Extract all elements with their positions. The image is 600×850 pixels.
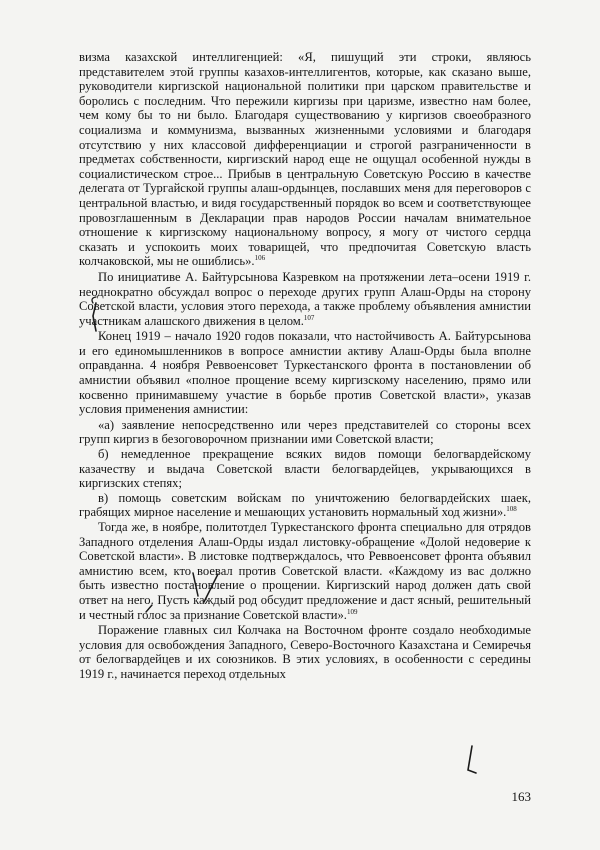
footnote-ref: 108 [506,505,517,514]
body-text [79,50,531,682]
page-number: 163 [511,789,531,804]
amnesty-condition-a: «а) заявление непосредственно или через представителей со стороны всех групп киргиз в безоговорочном признании ими Советской власти; [79,417,531,447]
paragraph-kolchak-defeat: Поражение главных сил Колчака на Восточном фронте создало необходимые условия для освобождения Западного, Северо-Восточного Казахстана и Семиречья от белогвардейцев и их союзников. В этих условиях, в особенности с середины 1919 г., начинается переход отдельных [79,623,531,681]
footnote-ref: 107 [303,313,315,322]
paragraph-initiative: По инициативе А. Байтурсынова Казревком на протяжении лета–осени 1919 г. неоднократно обсуждал вопрос о переходе других групп Алаш-Орды на сторону Советской власти, условия этого перехода, а также проблему объявления амнистии участникам алашского движения в целом.$^{107}$ [79,269,531,328]
footnote-ref: 106 [254,254,266,263]
amnesty-condition-c: в) помощь советским войскам по уничтожению белогвардейских шаек, грабящих мирное население и мешающих установить нормальный ход жизни».$^{108}$ [79,490,531,520]
amnesty-condition-b: б) немедленное прекращение всяких видов помощи белогвардейскому казачеству и выдача Советской власти белогвардейцев, укрывающихся в киргизских степях; [79,447,531,491]
paragraph-continuation: визма казахской интеллигенцией: «Я, пишущий эти строки, являюсь представителем этой группы казахов-интеллигентов, которые, как сказано выше, руководители киргизской национальной политики при царском правительстве и боролись с последним. Что пережили киргизы при царизме, известно нам более, чем кому бы то ни было. Благодаря существованию у киргизов своеобразного социализма и коммунизма, вызванных жизненными условиями и благодаря отсутствию у них классовой дифференциации и строгой разграниченности в предметах собственности, киргизский народ еще не ощущал особенной нужды в социалистическом строе... Прибыв в центральную Советскую Россию в качестве делегата от Тургайской группы алаш-ордынцев, пославших меня для переговоров с центральной властью, и видя государственный порядок во всем и соответствующее провозглашенным в Декларации прав народов России началам внимательное отношение к киргизскому национальному вопросу, я могу от чистого сердца сказать и успокоить моих товарищей, что предпочитая Советскую власть колчаковской, мы не ошиблись».$^{106}$ [79,50,531,269]
paragraph-leaflet: Тогда же, в ноябре, политотдел Туркестанского фронта специально для отрядов Западного отделения Алаш-Орды издал листовку-обращение «Долой недоверие к Советской власти». В листовке подтверждалось, что Реввоенсовет фронта объявил амнистию всем, кто воевал против Советской власти. «Каждому из вас должно быть известно постановление о прощении. Киргизский народ должен дать свой ответ на него. Пусть каждый род обсудит предложение и даст ясный, решительный и честный голос за признание Советской власти».$^{109}$ [79,520,531,622]
paragraph-end-1919: Конец 1919 – начало 1920 годов показали, что настойчивость А. Байтурсынова и его единомышленников в вопросе амнистии активу Алаш-Орды была вполне оправданна. 4 ноября Реввоенсовет Туркестанского фронта в постановлении об амнистии объявил «полное прощение всему киргизскому населению, прямо или косвенно принимавшему участие в борьбе против Советской власти», указав условия применения амнистии: [79,329,531,417]
footnote-ref: 109 [346,607,358,616]
pen-mark-bracket-bottom [468,746,476,773]
